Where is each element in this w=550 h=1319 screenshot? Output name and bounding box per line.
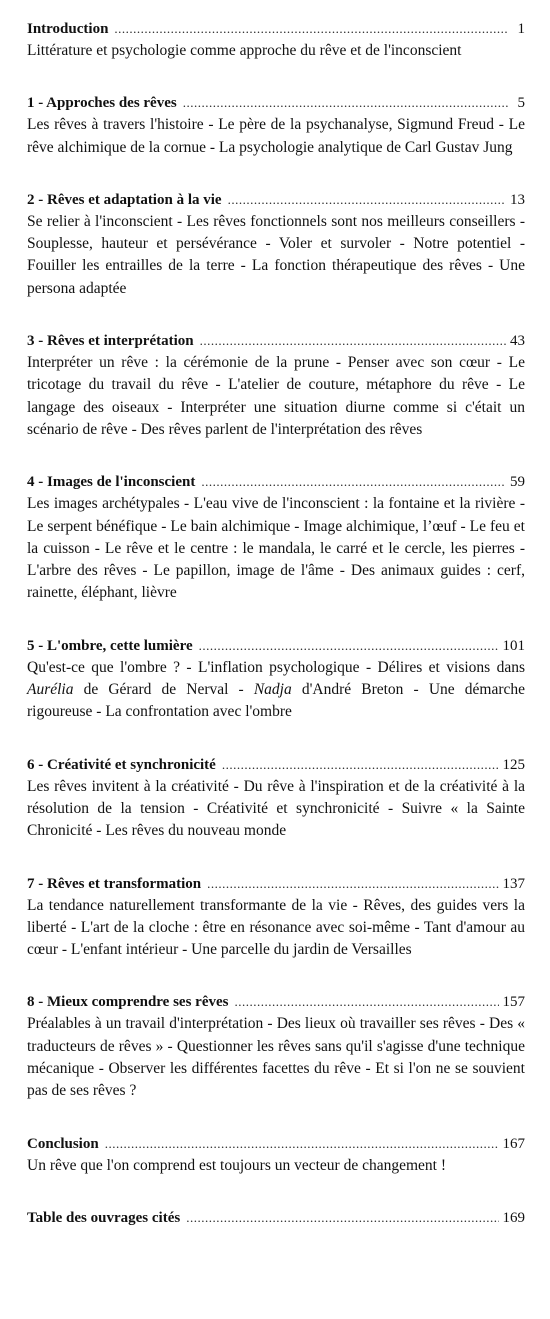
summary-text: d'André Breton - Une démarche rigoureuse - La confrontation avec l'ombre: [27, 681, 526, 721]
toc-entry: [27, 1207, 525, 1229]
page-number: 169: [502, 1209, 525, 1226]
work-title-italic: Aurélia: [27, 681, 74, 699]
toc-entry-heading[interactable]: [27, 991, 525, 1013]
summary-text: de Gérard de Nerval -: [73, 681, 254, 699]
toc-entry-heading[interactable]: [27, 1133, 525, 1155]
chapter-title[interactable]: 4 - Images de l'inconscient: [27, 474, 196, 491]
dot-leader: [114, 18, 509, 40]
summary-text: Préalables à un travail d'interprétation - Des lieux où travailler ses rêves - Des « traducteurs de rêves » - Questionner les rêves sans qu'il s'agisse d'une technique mécanique - Observer les différentes facettes du rêve - Et si l'on ne se souvient pas de ses rêves ?: [27, 1015, 525, 1100]
chapter-title[interactable]: 6 - Créativité et synchronicité: [27, 756, 216, 773]
chapter-summary: [27, 657, 525, 724]
chapter-summary: [27, 352, 525, 441]
dot-leader: [183, 92, 509, 114]
dot-leader: [105, 1133, 499, 1155]
page-number: 101: [502, 637, 525, 654]
summary-text: Interpréter un rêve : la cérémonie de la prune - Penser avec son cœur - Le tricotage du travail du rêve - L'atelier de couture, métaphore du rêve - Le langage des oiseaux - Interpréter une situation diurne comme si c'était un scénario de rêve - Des rêves parlent de l'interprétation des rêves: [27, 354, 525, 438]
dot-leader: [199, 635, 499, 657]
summary-text: Qu'est-ce que l'ombre ? - L'inflation psychologique - Délires et visions dans: [27, 658, 525, 676]
summary-text: Les rêves à travers l'histoire - Le père de la psychanalyse, Sigmund Freud - Le rêve alchimique de la cornue - La psychologie analytique de Carl Gustav Jung: [27, 116, 525, 156]
page-number: 43: [510, 333, 525, 350]
dot-leader: [200, 330, 506, 352]
work-title-italic: Nadja: [253, 681, 292, 699]
toc-entry: [27, 754, 525, 843]
dot-leader: [234, 991, 498, 1013]
summary-text: Littérature et psychologie comme approche du rêve et de l'inconscient: [27, 42, 462, 59]
chapter-summary: [27, 1155, 525, 1177]
chapter-title[interactable]: 2 - Rêves et adaptation à la vie: [27, 191, 222, 208]
page-number: 5: [517, 95, 525, 112]
summary-text: Se relier à l'inconscient - Les rêves fonctionnels sont nos meilleurs conseillers - Souplesse, hauteur et persévérance - Voler et survoler - Notre potentiel - Fouiller les entrailles de la terre - La fonction thérapeutique des rêves - Une persona adaptée: [27, 212, 525, 297]
toc-entry: [27, 189, 525, 300]
toc-entry: [27, 1133, 525, 1177]
toc-entry-heading[interactable]: [27, 471, 525, 493]
toc-entry-heading[interactable]: [27, 635, 525, 657]
summary-text: Les rêves invitent à la créativité - Du rêve à l'inspiration et de la créativité à la résolution de la tension - Créativité et synchronicité - Suivre « la Sainte Chronicité - Les rêves du nouveau monde: [27, 777, 525, 840]
dot-leader: [207, 873, 498, 895]
dot-leader: [186, 1207, 498, 1229]
toc-entry: [27, 471, 525, 604]
dot-leader: [201, 471, 506, 493]
chapter-title[interactable]: 7 - Rêves et transformation: [27, 875, 202, 892]
toc-entry: [27, 873, 525, 962]
chapter-title[interactable]: Table des ouvrages cités: [27, 1209, 181, 1226]
page-number: 1: [517, 21, 525, 37]
toc-entry-heading[interactable]: [27, 873, 525, 895]
toc-entry-heading[interactable]: [27, 1207, 525, 1229]
chapter-title[interactable]: 3 - Rêves et interprétation: [27, 333, 194, 350]
summary-text: La tendance naturellement transformante de la vie - Rêves, des guides vers la liberté - L'art de la cloche : être en résonance avec soi-même - Tant d'amour au cœur - L'enfant intérieur - Une parcelle du jardin de Versailles: [27, 896, 525, 959]
page-number: 167: [502, 1135, 525, 1152]
toc-entry: [27, 18, 525, 62]
chapter-summary: [27, 895, 525, 962]
dot-leader: [222, 754, 499, 776]
chapter-title[interactable]: Introduction: [27, 21, 109, 37]
toc-entry-heading[interactable]: [27, 330, 525, 352]
dot-leader: [228, 189, 506, 211]
chapter-summary: [27, 776, 525, 843]
chapter-title[interactable]: 8 - Mieux comprendre ses rêves: [27, 994, 229, 1011]
chapter-title[interactable]: 1 - Approches des rêves: [27, 95, 177, 112]
page-number: 157: [502, 994, 525, 1011]
page-number: 59: [510, 474, 525, 491]
page-number: 125: [502, 756, 525, 773]
toc-entry: [27, 635, 525, 724]
toc-entry-heading[interactable]: [27, 92, 525, 114]
page-number: 137: [502, 875, 525, 892]
chapter-summary: [27, 1013, 525, 1102]
summary-text: Les images archétypales - L'eau vive de l'inconscient : la fontaine et la rivière - Le serpent bénéfique - Le bain alchimique - Image alchimique, l’œuf - Le feu et la cuisson - Le rêve et le centre : le mandala, le carré et le cercle, les pierres - L'arbre des rêves - Le papillon, image de l'âme - Des animaux guides : cerf, rainette, éléphant, lièvre: [27, 495, 525, 602]
chapter-title[interactable]: 5 - L'ombre, cette lumière: [27, 637, 193, 654]
chapter-summary: [27, 493, 525, 604]
chapter-title[interactable]: Conclusion: [27, 1135, 99, 1152]
toc-entry-heading[interactable]: [27, 754, 525, 776]
toc-entry: [27, 330, 525, 441]
chapter-summary: [27, 114, 525, 159]
table-of-contents: [27, 18, 525, 1229]
chapter-summary: [27, 211, 525, 300]
summary-text: Un rêve que l'on comprend est toujours un vecteur de changement !: [27, 1156, 446, 1174]
toc-entry: [27, 991, 525, 1102]
toc-entry-heading[interactable]: [27, 189, 525, 211]
chapter-summary: [27, 40, 525, 62]
page-number: 13: [510, 191, 525, 208]
toc-entry-heading[interactable]: [27, 18, 525, 40]
toc-entry: [27, 92, 525, 159]
